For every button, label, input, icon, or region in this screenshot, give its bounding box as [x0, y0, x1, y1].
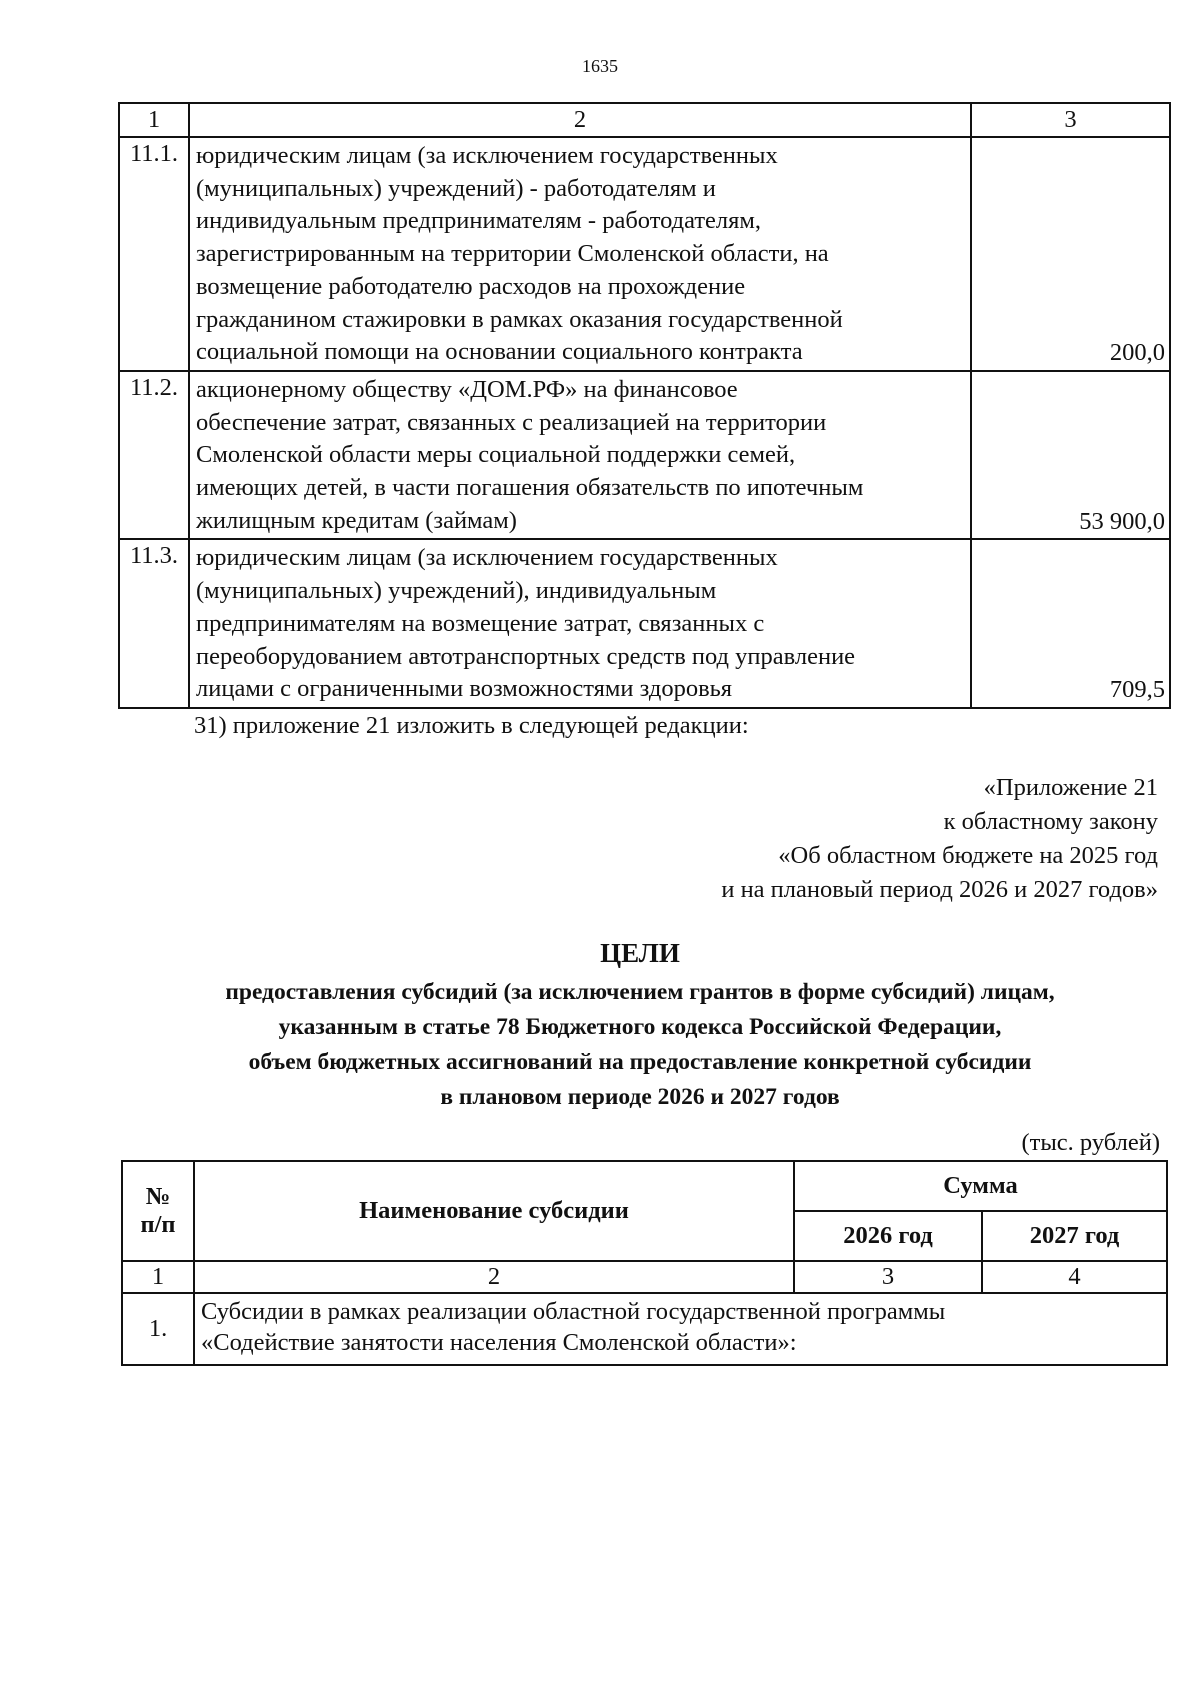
- header-year-2027: 2027 год: [982, 1211, 1167, 1261]
- description-line: индивидуальным предпринимателям - работодателям,: [196, 207, 762, 235]
- row-amount: 200,0: [971, 137, 1170, 371]
- row-number: 11.3.: [119, 539, 189, 708]
- header-number-line: п/п: [140, 1211, 176, 1238]
- description-line: обеспечение затрат, связанных с реализацией на территории: [196, 408, 827, 436]
- table-header-row: [119, 103, 1170, 137]
- row-description: [189, 137, 971, 371]
- row-amount: 709,5: [971, 539, 1170, 708]
- row-number: 11.1.: [119, 137, 189, 371]
- header-col-1: 1: [119, 103, 189, 137]
- table-row: [122, 1293, 1167, 1365]
- description-line: Субсидии в рамках реализации областной государственной программы: [201, 1298, 946, 1325]
- column-number: 1: [122, 1261, 194, 1293]
- column-numbering-row: [122, 1261, 1167, 1293]
- description-line: акционерному обществу «ДОМ.РФ» на финансовое: [196, 375, 738, 403]
- description-line: (муниципальных) учреждений), индивидуальным: [196, 577, 717, 605]
- row-description: [194, 1293, 1167, 1365]
- title-line: в плановом периоде 2026 и 2027 годов: [440, 1084, 840, 1110]
- header-number: [122, 1161, 194, 1261]
- description-line: социальной помощи на основании социального контракта: [196, 338, 803, 366]
- amendment-item-31: 31) приложение 21 изложить в следующей редакции:: [194, 712, 749, 739]
- header-subsidy-name: Наименование субсидии: [194, 1161, 794, 1261]
- description-line: лицами с ограниченными возможностями здоровья: [196, 675, 733, 703]
- page-number: 1635: [582, 56, 618, 76]
- annex-line: «Об областном бюджете на 2025 год: [778, 842, 1158, 869]
- title-line: объем бюджетных ассигнований на предоставление конкретной субсидии: [248, 1049, 1032, 1075]
- column-number: 4: [982, 1261, 1167, 1293]
- header-year-2026: 2026 год: [794, 1211, 982, 1261]
- row-description: [189, 539, 971, 708]
- row-number: 11.2.: [119, 371, 189, 540]
- column-number: 2: [194, 1261, 794, 1293]
- unit-label: (тыс. рублей): [1021, 1129, 1160, 1156]
- header-number-line: №: [145, 1183, 171, 1210]
- description-line: (муниципальных) учреждений) - работодателям и: [196, 174, 716, 202]
- subsidies-goals-table: [121, 1160, 1168, 1366]
- row-description: [189, 371, 971, 540]
- description-line: зарегистрированным на территории Смоленской области, на: [196, 240, 829, 268]
- annex-line: «Приложение 21: [983, 774, 1158, 801]
- row-number: 1.: [122, 1293, 194, 1365]
- header-col-3: 3: [971, 103, 1170, 137]
- description-line: Смоленской области меры социальной поддержки семей,: [196, 441, 796, 469]
- description-line: юридическим лицам (за исключением государственных: [196, 544, 778, 572]
- annex-header: [721, 771, 1158, 907]
- description-line: возмещение работодателю расходов на прохождение: [196, 272, 746, 300]
- header-col-2: 2: [189, 103, 971, 137]
- description-line: жилищным кредитам (займам): [196, 506, 517, 534]
- table-row: [119, 539, 1170, 708]
- title-line: указанным в статье 78 Бюджетного кодекса Российской Федерации,: [278, 1014, 1002, 1040]
- header-sum: Сумма: [794, 1161, 1167, 1211]
- annex-line: и на плановый период 2026 и 2027 годов»: [721, 876, 1158, 903]
- table-row: [119, 137, 1170, 371]
- description-line: юридическим лицам (за исключением государственных: [196, 142, 778, 169]
- table-header-row: [122, 1161, 1167, 1211]
- column-number: 3: [794, 1261, 982, 1293]
- description-line: предпринимателям на возмещение затрат, связанных с: [196, 609, 765, 637]
- table-row: [119, 371, 1170, 540]
- description-line: переоборудованием автотранспортных средств под управление: [196, 642, 856, 670]
- subsidies-table-continuation: [118, 102, 1171, 709]
- row-amount: 53 900,0: [971, 371, 1170, 540]
- title-line: предоставления субсидий (за исключением грантов в форме субсидий) лицам,: [225, 979, 1055, 1005]
- description-line: гражданином стажировки в рамках оказания государственной: [196, 305, 843, 333]
- description-line: имеющих детей, в части погашения обязательств по ипотечным: [196, 474, 864, 502]
- description-line: «Содействие занятости населения Смоленской области»:: [201, 1329, 797, 1356]
- annex-line: к областному закону: [943, 808, 1158, 835]
- title-main: ЦЕЛИ: [600, 938, 680, 968]
- document-title: [60, 935, 1200, 1115]
